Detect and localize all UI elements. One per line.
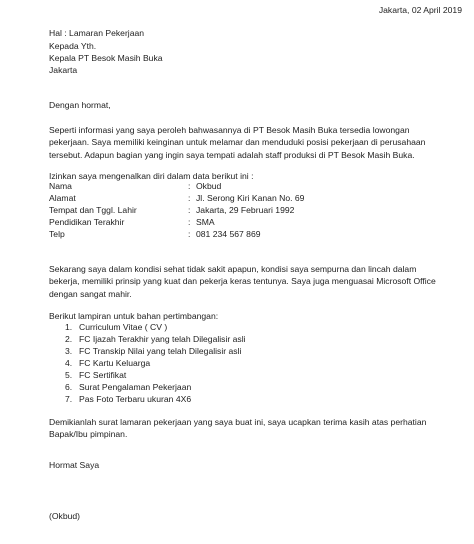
- data-label: Pendidikan Terakhir: [49, 217, 125, 227]
- data-label: Nama: [49, 181, 72, 191]
- paragraph-condition: Sekarang saya dalam kondisi sehat tidak sakit apapun, kondisi saya sempurna dan lincah dalam bekerja, memiliki prinsip yang kuat dan pekerja keras tentunya. Saya juga menguasai Microsoft Office dengan sangat mahir.: [49, 264, 436, 299]
- attachment-item: [65, 334, 246, 346]
- paragraph-intro: Seperti informasi yang saya peroleh bahwasannya di PT Besok Masih Buka tersedia lowongan pekerjaan. Saya memiliki keinginan untuk melamar dan menduduki posisi pekerjaan di perusahaan tersebut. Adapun bagian yang ingin saya tempati adalah staff produksi di PT Besok Masih Buka.: [49, 125, 426, 160]
- data-label: Alamat: [49, 193, 76, 203]
- attachment-text: FC Kartu Keluarga: [79, 358, 151, 368]
- data-label: Tempat dan Tggl. Lahir: [49, 205, 137, 215]
- data-label: Telp: [49, 229, 65, 239]
- attachment-text: FC Transkip Nilai yang telah Dilegalisir asli: [79, 346, 242, 356]
- letter-date: Jakarta, 02 April 2019: [378, 5, 462, 15]
- attachment-item: [65, 382, 191, 394]
- attachment-number: 2.: [65, 334, 73, 344]
- paragraph-closing: Demikianlah surat lamaran pekerjaan yang saya buat ini, saya ucapkan terima kasih atas perhatian Bapak/Ibu pimpinan.: [49, 417, 427, 440]
- letter-subject: Hal : Lamaran Pekerjaan: [49, 28, 145, 38]
- data-row-birth: [49, 205, 349, 217]
- data-intro: Izinkan saya mengenalkan diri dalam data berikut ini :: [49, 171, 254, 181]
- attachment-number: 1.: [65, 322, 73, 332]
- closing-salutation: Hormat Saya: [49, 460, 100, 470]
- recipient-line-1: Kepada Yth.: [49, 41, 97, 51]
- recipient-line-3: Jakarta: [49, 65, 78, 75]
- attachments-intro: Berikut lampiran untuk bahan pertimbangan:: [49, 311, 219, 321]
- attachment-number: 6.: [65, 382, 73, 392]
- attachment-item: [65, 346, 241, 358]
- data-colon: :: [188, 217, 191, 227]
- attachment-text: Curriculum Vitae ( CV ): [79, 322, 168, 332]
- data-row-address: [49, 193, 349, 205]
- data-row-name: [49, 181, 349, 193]
- data-value: SMA: [196, 217, 215, 227]
- greeting: Dengan hormat,: [49, 100, 111, 110]
- data-value: Jl. Serong Kiri Kanan No. 69: [196, 193, 305, 203]
- attachment-item: [65, 370, 126, 382]
- attachment-number: 3.: [65, 346, 73, 356]
- attachment-text: FC Sertifikat: [79, 370, 127, 380]
- data-colon: :: [188, 193, 191, 203]
- data-colon: :: [188, 205, 191, 215]
- attachment-number: 4.: [65, 358, 73, 368]
- data-colon: :: [188, 181, 191, 191]
- attachment-item: [65, 322, 167, 334]
- attachment-text: Surat Pengalaman Pekerjaan: [79, 382, 192, 392]
- data-value: 081 234 567 869: [196, 229, 261, 239]
- attachment-item: [65, 358, 150, 370]
- attachment-number: 7.: [65, 394, 73, 404]
- attachment-text: Pas Foto Terbaru ukuran 4X6: [79, 394, 192, 404]
- data-colon: :: [188, 229, 191, 239]
- data-row-education: [49, 217, 349, 229]
- data-value: Okbud: [196, 181, 222, 191]
- attachment-number: 5.: [65, 370, 73, 380]
- attachment-text: FC Ijazah Terakhir yang telah Dilegalisir asli: [79, 334, 246, 344]
- data-value: Jakarta, 29 Februari 1992: [196, 205, 295, 215]
- data-row-phone: [49, 229, 349, 241]
- recipient-line-2: Kepala PT Besok Masih Buka: [49, 53, 163, 63]
- signature-name: (Okbud): [49, 511, 81, 521]
- attachment-item: [65, 394, 191, 406]
